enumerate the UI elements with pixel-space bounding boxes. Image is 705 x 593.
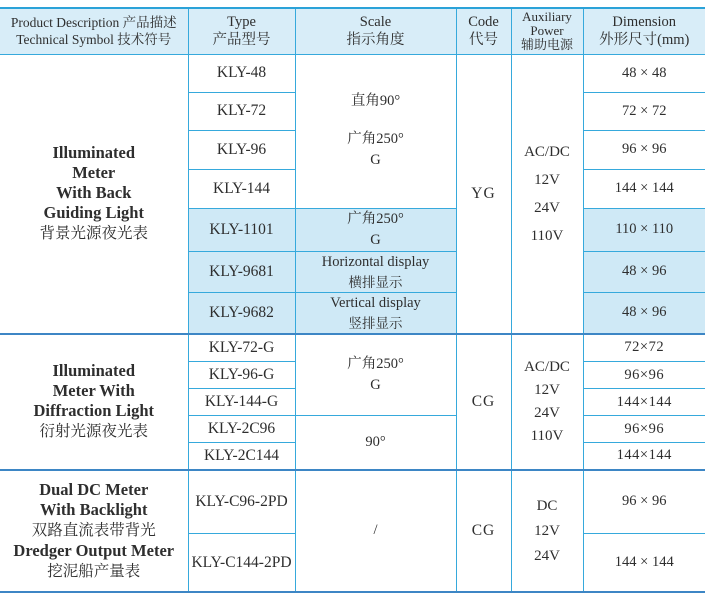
header-row [0,8,705,54]
header-code [456,8,511,54]
power-line: 110V [530,227,564,244]
power-line: 12V [534,382,560,398]
description-line: 衍射光源夜光表 [39,423,148,440]
type-cell: KLY-2C96 [188,416,295,443]
type-cell: KLY-9682 [188,292,295,334]
scale-line: / [373,522,378,539]
description-line: 双路直流表带背光 [31,521,156,539]
dimension-cell: 96×96 [583,416,705,443]
scale-cell [295,470,456,593]
description-line: Meter [72,163,116,182]
power-line: AC/DC [524,143,570,160]
scale-cell [295,292,456,334]
scale-line: G [370,376,381,393]
dimension-cell: 48 × 96 [583,292,705,334]
header-text: 辅助电源 [520,37,573,53]
scale-cell [295,416,456,470]
type-cell: KLY-C96-2PD [188,470,295,534]
header-text: 指示角度 [346,32,405,49]
power-line: 12V [534,171,560,188]
power-line: DC [536,497,558,514]
type-cell: KLY-96 [188,130,295,169]
code-cell: CG [456,334,511,470]
header-auxiliary-power [511,8,583,54]
dimension-cell: 110 × 110 [583,208,705,251]
type-cell: KLY-96-G [188,362,295,389]
scale-line: 广角250° [347,210,404,227]
dimension-cell: 48 × 96 [583,251,705,292]
scale-line: 广角250° [347,131,404,147]
type-cell: KLY-48 [188,54,295,92]
dimension-cell: 96 × 96 [583,470,705,534]
type-cell: KLY-72 [188,92,295,130]
header-text: Auxiliary [522,9,572,25]
dimension-cell: 72 × 72 [583,92,705,130]
description-line: 挖泥船产量表 [47,562,141,580]
header-text: 代号 [469,32,498,49]
table-row [0,470,705,534]
scale-line: G [370,231,381,248]
dimension-cell: 144 × 144 [583,534,705,593]
scale-line: Vertical display [330,294,421,311]
description-line: With Backlight [40,499,148,519]
header-text: Dimension [612,14,677,31]
description-line: Dual DC Meter [39,479,149,499]
header-text: Type [227,14,256,31]
scale-line: 横排显示 [348,274,403,290]
description-line: Illuminated [52,361,136,380]
power-line: 24V [534,199,560,216]
description-line: With Back [56,183,132,202]
power-line: 24V [534,547,560,564]
dimension-cell: 96 × 96 [583,130,705,169]
description-cell [0,54,188,334]
type-cell: KLY-144-G [188,389,295,416]
scale-cell [295,334,456,416]
code-cell: CG [456,470,511,593]
description-line: Illuminated [52,143,136,162]
type-cell: KLY-144 [188,169,295,208]
description-line: 背景光源夜光表 [39,225,148,242]
header-text: Technical Symbol 技术符号 [16,32,172,48]
header-text: Scale [359,14,392,31]
scale-line: 直角90° [350,93,401,109]
power-cell [511,334,583,470]
scale-line: 竖排显示 [348,315,403,331]
header-scale [295,8,456,54]
header-product-description [0,8,188,54]
header-text: Power [530,23,564,39]
scale-cell [295,208,456,251]
type-cell: KLY-2C144 [188,443,295,470]
power-line: 24V [534,405,560,421]
scale-line: Horizontal display [321,253,430,270]
scale-cell [295,251,456,292]
code-cell: YG [456,54,511,334]
header-text: Code [468,14,499,31]
scale-cell [295,54,456,208]
scale-line: 90° [365,433,386,450]
header-text: 产品型号 [212,32,271,49]
spec-table [0,7,705,593]
table-row [0,54,705,92]
header-dimension [583,8,705,54]
header-text: 外形尺寸(mm) [599,32,690,49]
description-line: Guiding Light [43,203,144,222]
power-line: AC/DC [524,359,570,375]
description-cell [0,470,188,593]
description-line: Dredger Output Meter [13,540,175,560]
type-cell: KLY-C144-2PD [188,534,295,593]
type-cell: KLY-72-G [188,334,295,362]
dimension-cell: 144 × 144 [583,169,705,208]
header-type [188,8,295,54]
description-cell [0,334,188,470]
power-line: 12V [534,522,560,539]
description-line: Meter With [52,381,135,400]
dimension-cell: 48 × 48 [583,54,705,92]
scale-line: G [370,152,381,168]
power-cell [511,54,583,334]
description-line: Diffraction Light [33,401,155,420]
type-cell: KLY-1101 [188,208,295,251]
header-text: Product Description 产品描述 [10,15,177,31]
dimension-cell: 96×96 [583,362,705,389]
dimension-cell: 144×144 [583,389,705,416]
power-line: 110V [530,428,564,444]
scale-line: 广角250° [347,355,404,372]
table-row [0,334,705,362]
dimension-cell: 144×144 [583,443,705,470]
dimension-cell: 72×72 [583,334,705,362]
type-cell: KLY-9681 [188,251,295,292]
power-cell [511,470,583,593]
